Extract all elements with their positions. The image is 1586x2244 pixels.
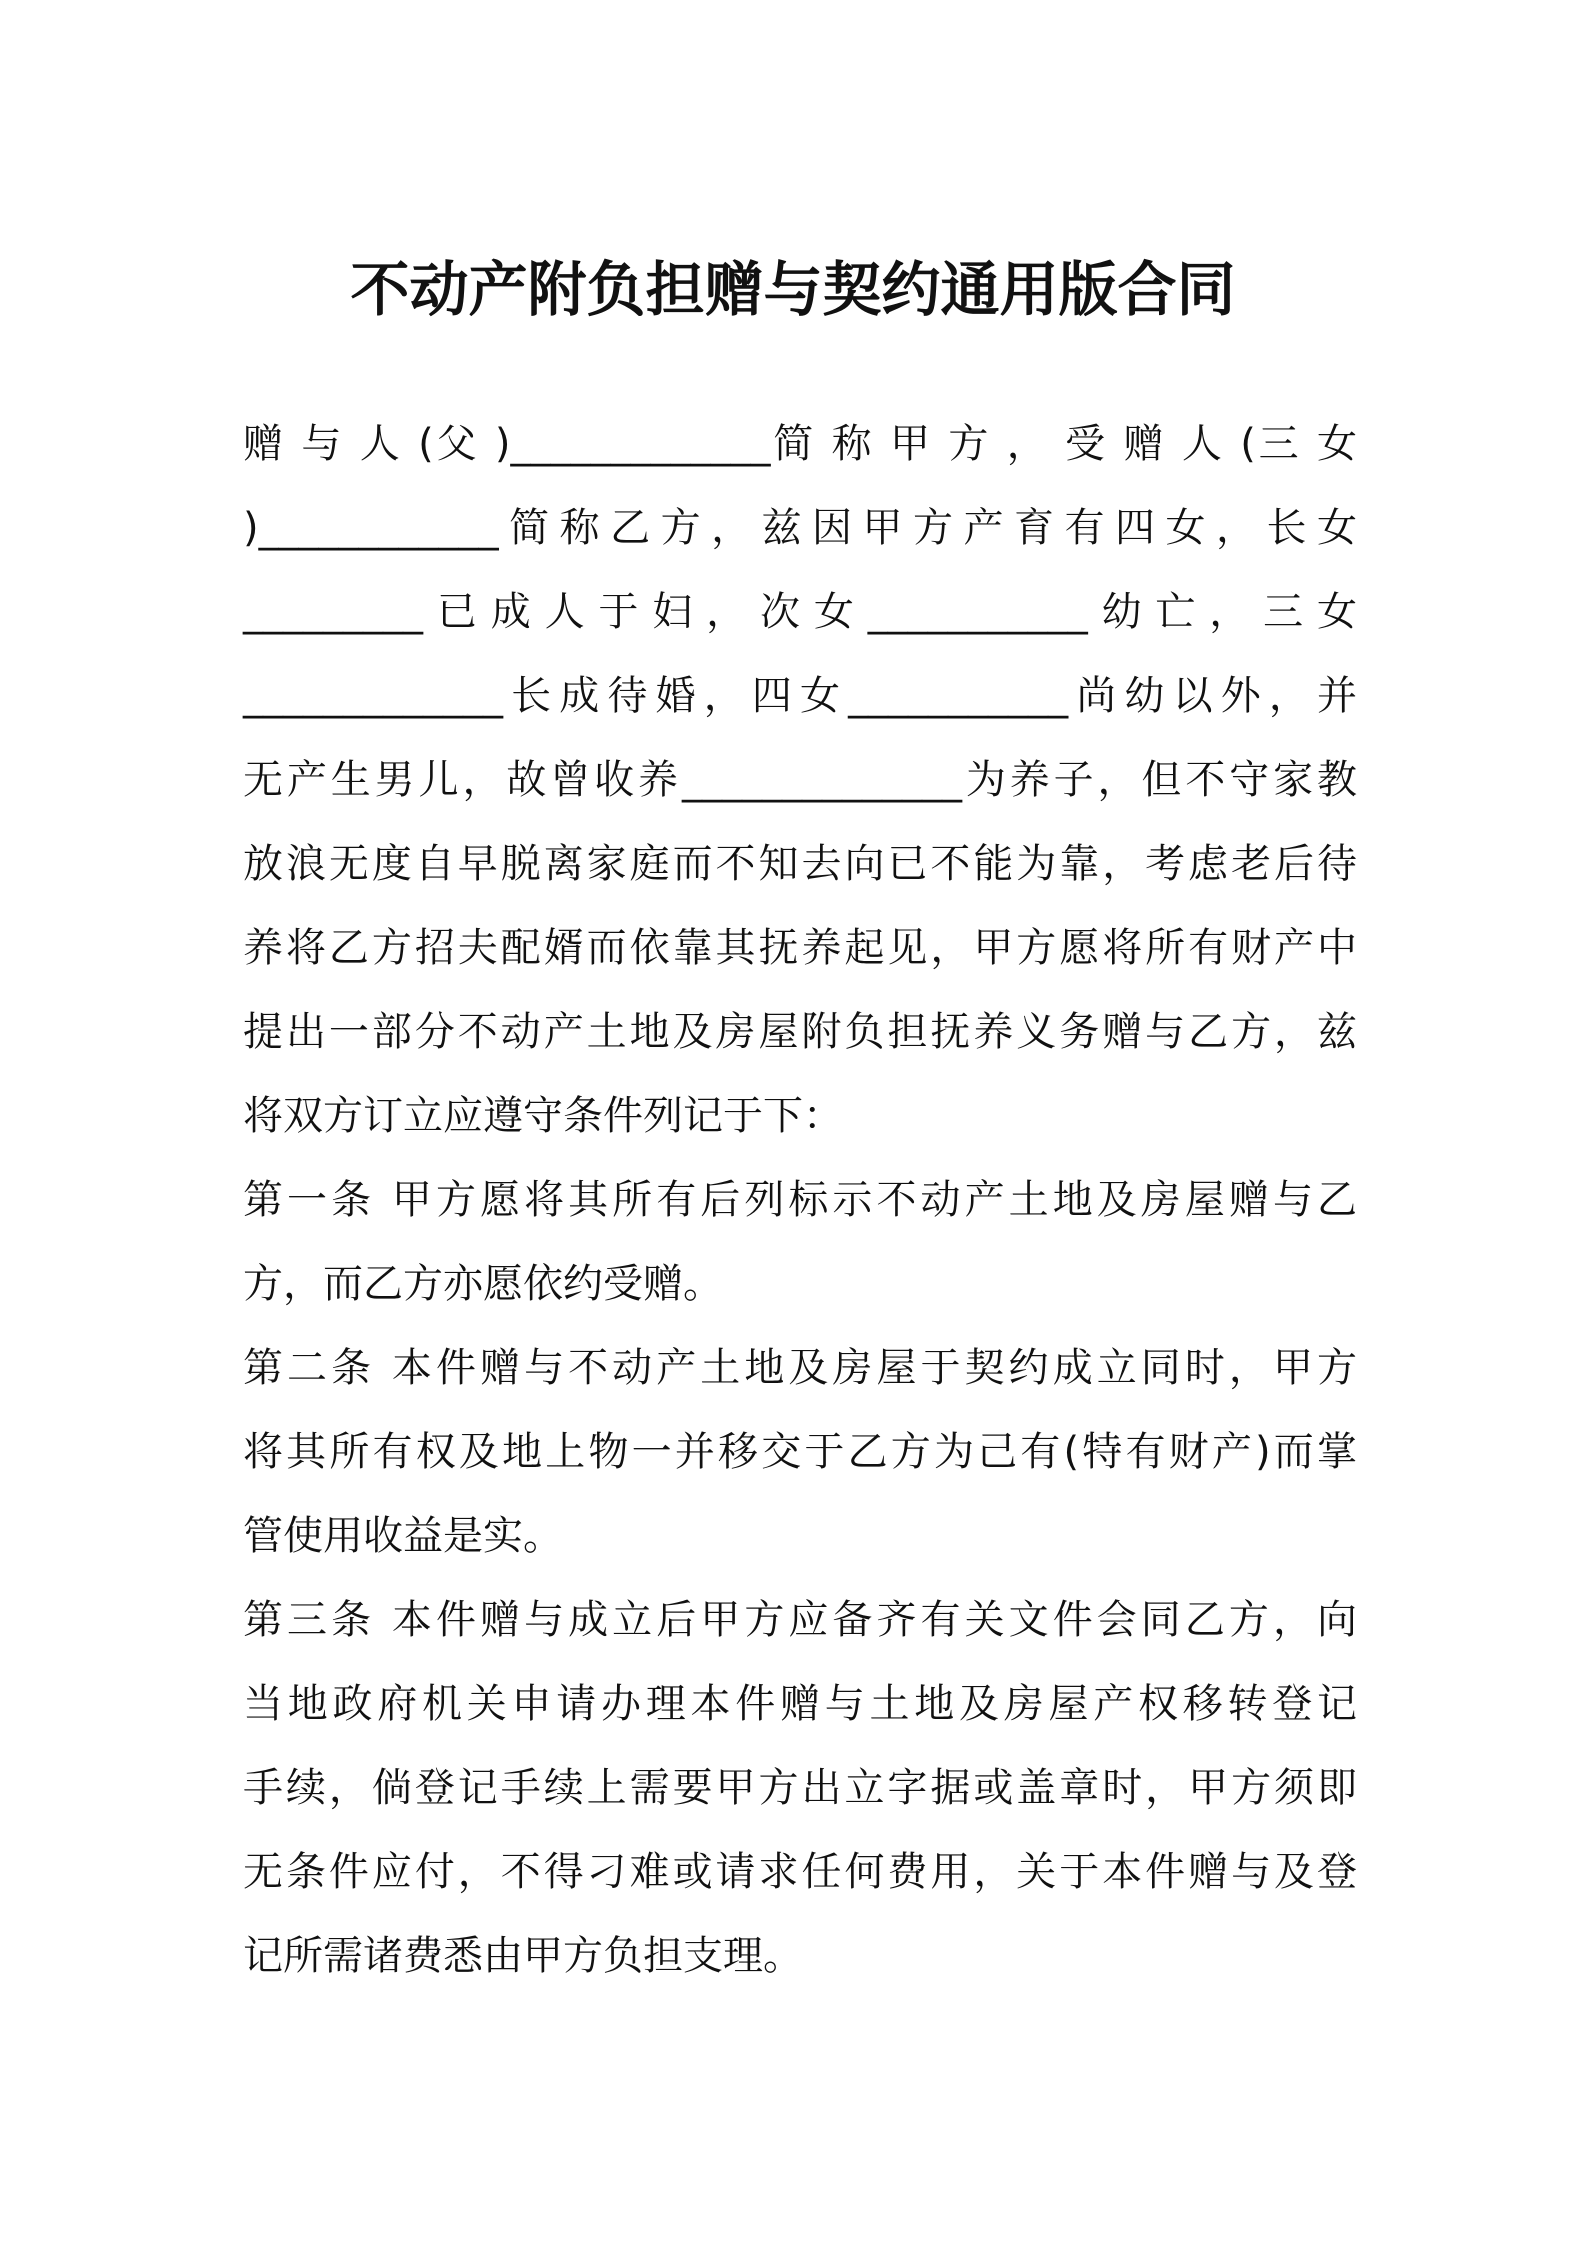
article-line: 无条件应付，不得刁难或请求任何费用，关于本件赠与及登 — [243, 1849, 1357, 1895]
article-line: 第一条 甲方愿将其所有后列标示不动产土地及房屋赠与乙 — [243, 1177, 1357, 1223]
body-line: 将双方订立应遵守条件列记于下： — [243, 1093, 843, 1139]
article-line: 管使用收益是实。 — [243, 1513, 563, 1559]
article-line: 手续，倘登记手续上需要甲方出立字据或盖章时，甲方须即 — [243, 1765, 1357, 1811]
document-title: 不动产附负担赠与契约通用版合同 — [350, 255, 1236, 324]
body-line: _________已成人于妇，次女___________幼亡，三女 — [243, 589, 1357, 635]
body-line: 赠 与 人 (父 )_____________简 称 甲 方 ， 受 赠 人 (三 女 — [243, 421, 1357, 467]
body-line: 无产生男儿，故曾收养______________为养子，但不守家教 — [243, 757, 1357, 803]
body-line: 养将乙方招夫配婿而依靠其抚养起见，甲方愿将所有财产中 — [243, 925, 1357, 971]
article-line: 记所需诸费悉由甲方负担支理。 — [243, 1933, 803, 1979]
body-line: 放浪无度自早脱离家庭而不知去向已不能为靠，考虑老后待 — [243, 841, 1357, 887]
article-line: 将其所有权及地上物一并移交于乙方为己有(特有财产)而掌 — [243, 1429, 1357, 1475]
article-line: 第三条 本件赠与成立后甲方应备齐有关文件会同乙方，向 — [243, 1597, 1357, 1643]
body-line: )____________简称乙方，兹因甲方产育有四女，长女 — [243, 505, 1357, 551]
body-line: 提出一部分不动产土地及房屋附负担抚养义务赠与乙方，兹 — [243, 1009, 1357, 1055]
body-line: _____________长成待婚，四女___________尚幼以外，并 — [243, 673, 1357, 719]
article-line: 第二条 本件赠与不动产土地及房屋于契约成立同时，甲方 — [243, 1345, 1357, 1391]
article-line: 方，而乙方亦愿依约受赠。 — [243, 1261, 723, 1307]
document-body — [243, 402, 1357, 1998]
article-line: 当地政府机关申请办理本件赠与土地及房屋产权移转登记 — [243, 1681, 1357, 1727]
